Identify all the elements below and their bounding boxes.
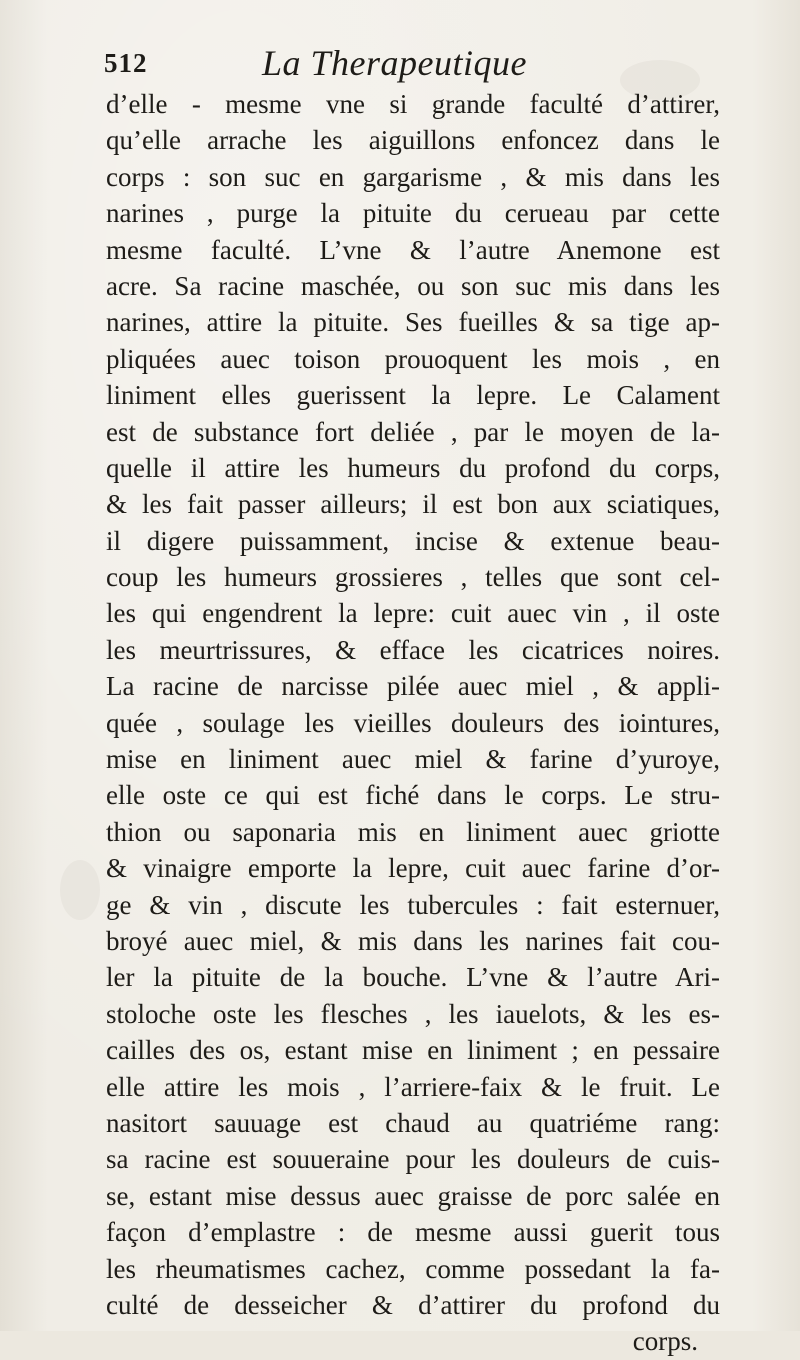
text-line: les rheumatismes cachez, comme possedant la fa- xyxy=(106,1253,720,1284)
text-line: broyé auec miel, & mis dans les narines fait cou- xyxy=(106,925,720,956)
text-line: ler la pituite de la bouche. L’vne & l’autre Ari- xyxy=(106,962,720,993)
text-line: d’elle - mesme vne si grande faculté d’attirer, xyxy=(106,89,720,119)
running-title: La Therapeutique xyxy=(262,43,527,83)
text-line: culté de desseicher & d’attirer du profond du xyxy=(106,1289,720,1320)
text-line: nasitort sauuage est chaud au quatriéme rang: xyxy=(106,1107,720,1138)
text-line: les meurtrissures, & efface les cicatrices noires. xyxy=(106,634,720,665)
page-number: 512 xyxy=(104,48,148,78)
body-text xyxy=(106,86,720,1360)
text-line: est de substance fort deliée , par le moyen de la- xyxy=(106,416,720,447)
text-line: pliquées auec toison prouoquent les mois , en xyxy=(106,343,720,374)
text-line: ge & vin , discute les tubercules : fait esternuer, xyxy=(106,889,720,920)
text-line: corps : son suc en gargarisme , & mis dans les xyxy=(106,161,720,192)
page-header xyxy=(100,42,700,86)
text-line: mesme faculté. L’vne & l’autre Anemone est xyxy=(106,234,720,265)
text-line: narines, attire la pituite. Ses fueilles & sa tige ap- xyxy=(106,307,720,338)
text-line: quée , soulage les vieilles douleurs des iointures, xyxy=(106,707,720,738)
text-line: & vinaigre emporte la lepre, cuit auec farine d’or- xyxy=(106,853,720,884)
text-line: thion ou saponaria mis en liniment auec griotte xyxy=(106,816,720,847)
text-line: coup les humeurs grossieres , telles que sont cel- xyxy=(106,562,720,593)
text-line: & les fait passer ailleurs; il est bon aux sciatiques, xyxy=(106,489,720,520)
text-line: mise en liniment auec miel & farine d’yuroye, xyxy=(106,744,720,775)
text-line: façon d’emplastre : de mesme aussi guerit tous xyxy=(106,1217,720,1248)
text-line: quelle il attire les humeurs du profond du corps, xyxy=(106,452,720,483)
text-line: se, estant mise dessus auec graisse de porc salée en xyxy=(106,1180,720,1211)
text-line: il digere puissamment, incise & extenue beau- xyxy=(106,525,720,556)
text-line: acre. Sa racine maschée, ou son suc mis dans les xyxy=(106,270,720,301)
text-line: elle attire les mois , l’arriere-faix & le fruit. Le xyxy=(106,1071,720,1102)
text-line: cailles des os, estant mise en liniment ; en pessaire xyxy=(106,1035,720,1066)
text-line: elle oste ce qui est fiché dans le corps. Le stru- xyxy=(106,780,720,811)
text-line: stoloche oste les flesches , les iauelots, & les es- xyxy=(106,998,720,1029)
paper-stain xyxy=(60,860,100,920)
text-line: qu’elle arrache les aiguillons enfoncez dans le xyxy=(106,125,720,156)
text-line: La racine de narcisse pilée auec miel , & appli- xyxy=(106,671,720,702)
text-line: corps. xyxy=(632,1326,698,1357)
text-line: les qui engendrent la lepre: cuit auec vin , il oste xyxy=(106,598,720,629)
text-line: narines , purge la pituite du cerueau par cette xyxy=(106,198,720,229)
text-line: liniment elles guerissent la lepre. Le Calament xyxy=(106,380,720,411)
text-line: sa racine est souueraine pour les douleurs de cuis- xyxy=(106,1144,720,1175)
